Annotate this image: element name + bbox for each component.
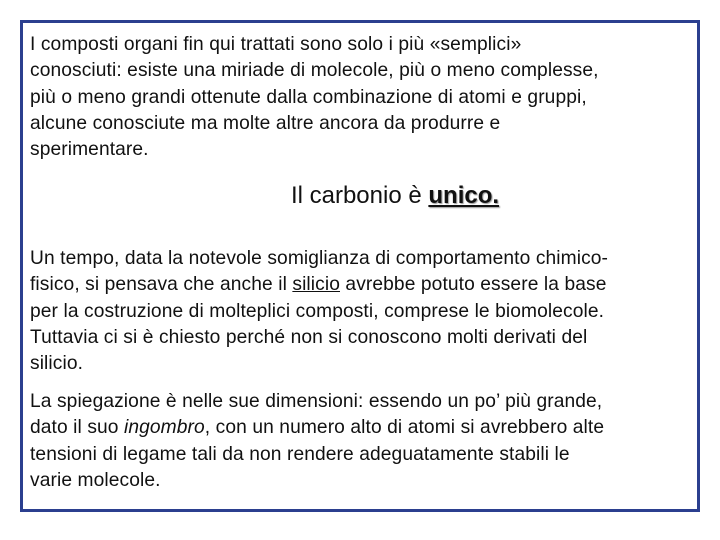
explanation-paragraph (30, 389, 692, 494)
heading-emphasis: unico. (428, 182, 500, 209)
silicon-line-3: per la costruzione di molteplici composti, comprese le biomolecole. (30, 300, 605, 322)
silicon-line-2-end: avrebbe potuto essere la base (340, 274, 607, 296)
silicon-paragraph (30, 246, 692, 377)
intro-line-3: più o meno grandi ottenute dalla combinazione di atomi e gruppi, (30, 86, 587, 108)
content-frame (20, 20, 700, 512)
explanation-line-4: varie molecole. (30, 469, 161, 491)
explanation-line-2 (30, 415, 692, 441)
intro-line-2: conosciuti: esiste una miriade di molecole, più o meno complesse, (30, 60, 599, 82)
heading-carbon-unique (23, 181, 697, 211)
explanation-line-2-end: , con un numero alto di atomi si avrebbero alte (204, 417, 605, 439)
silicon-line-4: Tuttavia ci si è chiesto perché non si conoscono molti derivati del (30, 326, 588, 348)
explanation-line-1: La spiegazione è nelle sue dimensioni: essendo un po’ più grande, (30, 391, 603, 412)
silicon-line-2-start: fisico, si pensava che anche il (30, 274, 293, 296)
silicon-line-1: Un tempo, data la notevole somiglianza di comportamento chimico- (30, 248, 609, 269)
intro-line-1: I composti organi fin qui trattati sono solo i più «semplici» (30, 34, 522, 55)
intro-line-4: alcune conosciute ma molte altre ancora da produrre e (30, 112, 501, 134)
silicon-line-5: silicio. (30, 353, 84, 375)
intro-line-5: sperimentare. (30, 139, 149, 161)
explanation-line-3: tensioni di legame tali da non rendere adeguatamente stabili le (30, 443, 570, 465)
heading-prefix: Il carbonio è (290, 182, 429, 209)
silicon-keyword: silicio (292, 274, 340, 296)
ingombro-italic: ingombro (124, 417, 205, 439)
intro-paragraph (30, 32, 692, 163)
explanation-line-2-start: dato il suo (30, 417, 124, 439)
silicon-line-2 (30, 272, 692, 298)
